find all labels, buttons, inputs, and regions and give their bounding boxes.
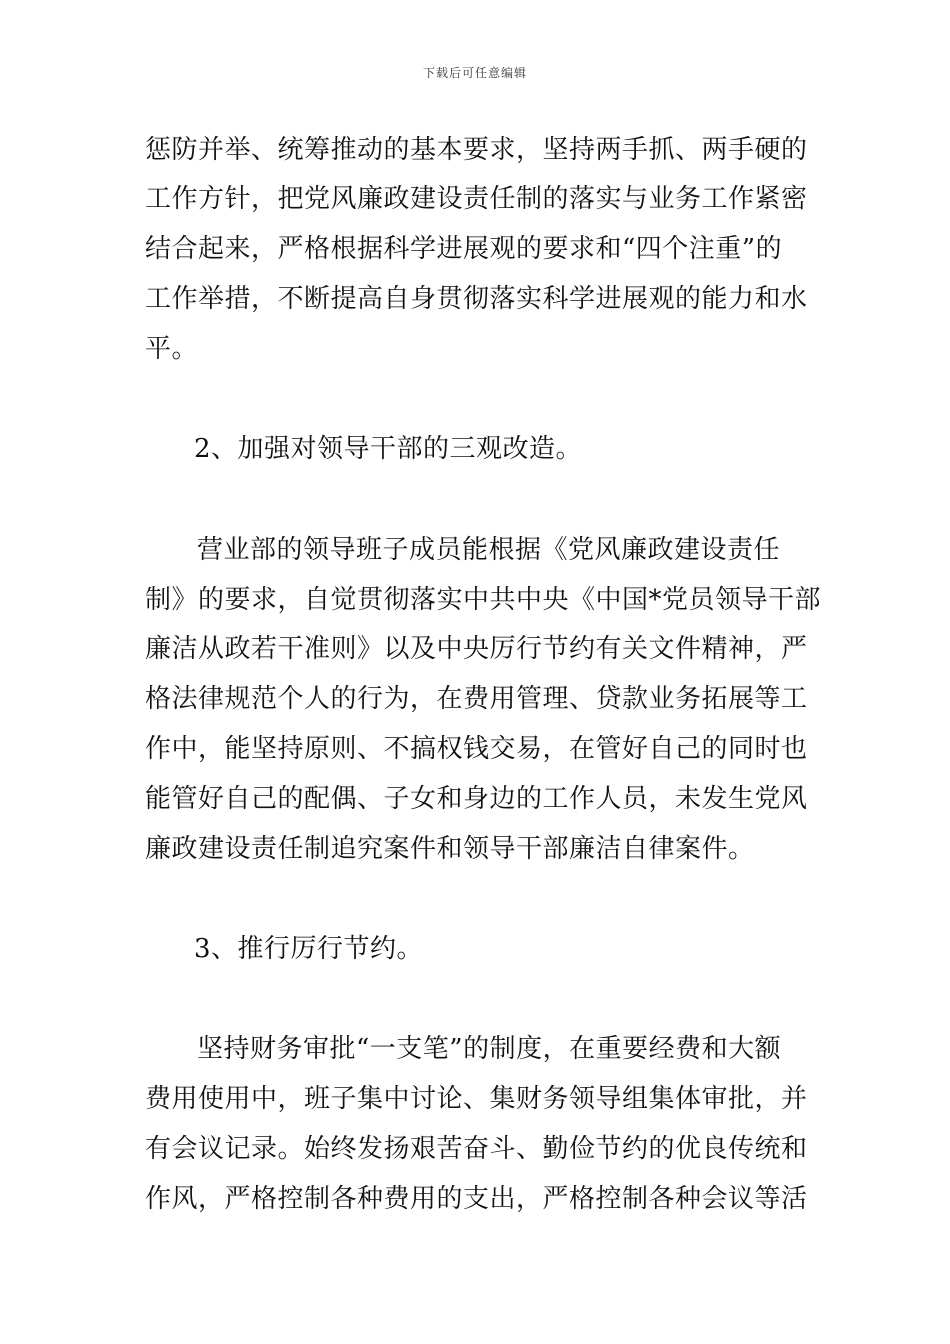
paragraph-line: 营业部的领导班子成员能根据《党风廉政建设责任: [197, 535, 781, 565]
paragraph-line: 工作举措，不断提高自身贯彻落实科学进展观的能力和水: [145, 284, 808, 314]
paragraph-line: 制》的要求，自觉贯彻落实中共中央《中国*党员领导干部: [145, 585, 822, 615]
paragraph-line: 有会议记录。始终发扬艰苦奋斗、勤俭节约的优良传统和: [145, 1134, 808, 1164]
paragraph-line: 廉洁从政若干准则》以及中央厉行节约有关文件精神，严: [145, 634, 808, 664]
paragraph-line: 廉政建设责任制追究案件和领导干部廉洁自律案件。: [145, 834, 755, 864]
paragraph-line: 作中，能坚持原则、不搞权钱交易，在管好自己的同时也: [145, 734, 808, 764]
paragraph-line: 结合起来，严格根据科学进展观的要求和“四个注重”的: [145, 234, 783, 264]
paragraph-line: 工作方针，把党风廉政建设责任制的落实与业务工作紧密: [145, 184, 808, 214]
paragraph-line: 格法律规范个人的行为，在费用管理、贷款业务拓展等工: [145, 684, 808, 714]
paragraph-line: 能管好自己的配偶、子女和身边的工作人员，未发生党风: [145, 784, 808, 814]
paragraph-line: 坚持财务审批“一支笔”的制度，在重要经费和大额: [197, 1034, 782, 1064]
paragraph-line: 平。: [145, 334, 199, 364]
section-heading-2: 2、加强对领导干部的三观改造。: [194, 434, 583, 464]
paragraph-line: 作风，严格控制各种费用的支出，严格控制各种会议等活: [145, 1184, 808, 1214]
paragraph-line: 惩防并举、统筹推动的基本要求，坚持两手抓、两手硬的: [145, 135, 808, 165]
section-heading-3: 3、推行厉行节约。: [194, 934, 424, 964]
page-header-note: 下载后可任意编辑: [422, 66, 527, 80]
paragraph-line: 费用使用中，班子集中讨论、集财务领导组集体审批，并: [145, 1084, 808, 1114]
